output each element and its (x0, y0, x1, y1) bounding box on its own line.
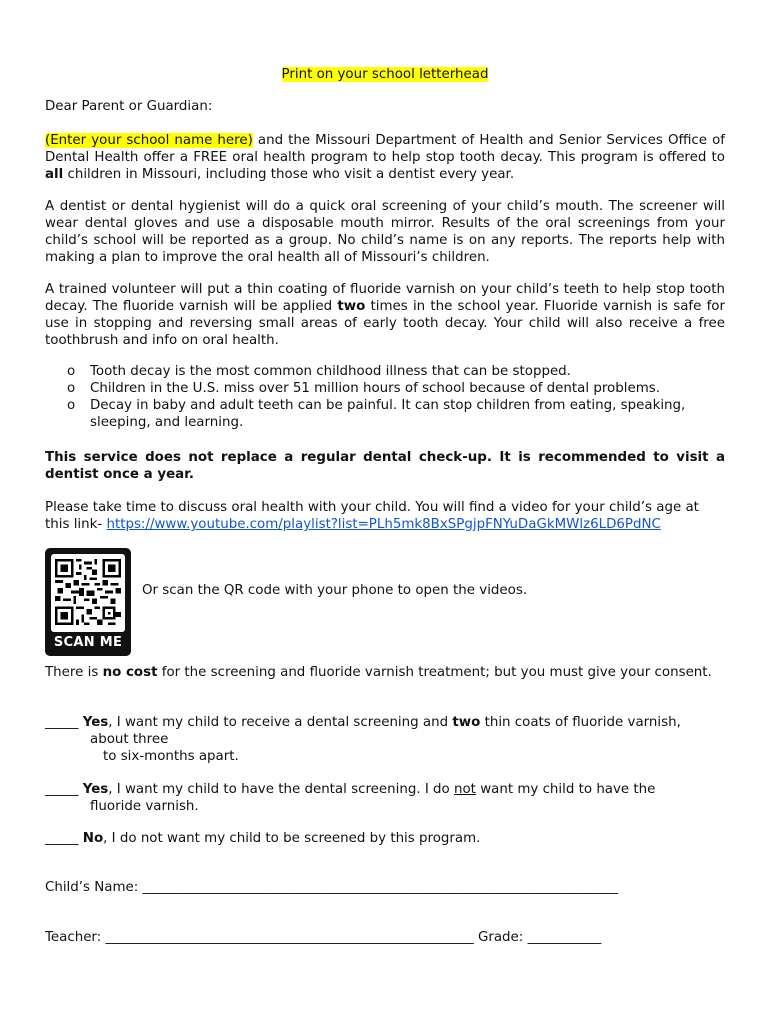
option-bold-yes: Yes (82, 715, 109, 730)
varnish-text-b: times in the school year. Fluoride varnish is safe for use in stopping and reversing small areas of early tooth decay. Your child will also receive a free toothbrush and info on oral health. (45, 299, 725, 348)
cost-text-b: for the screening and fluoride varnish treatment; but you must give your consent. (157, 665, 712, 680)
bullet-text: Decay in baby and adult teeth can be painful. It can stop children from eating, speaking, sleeping, and learning. (90, 398, 686, 430)
bullet-text: Children in the U.S. miss over 51 million hours of school because of dental problems. (90, 381, 660, 396)
list-item (67, 380, 727, 397)
qr-code (45, 548, 131, 656)
cost-paragraph (45, 664, 725, 681)
qr-scan-label: SCAN ME (53, 635, 123, 650)
video-paragraph (45, 499, 725, 533)
youtube-playlist-link[interactable]: https://www.youtube.com/playlist?list=PLh5mk8BxSPgjpFNYuDaGkMWlz6LD6PdNC (106, 517, 661, 532)
checkup-notice (45, 449, 725, 483)
option-text-a: , I do not want my child to be screened by this program. (103, 831, 481, 846)
option-text-a: , I want my child to receive a dental screening and (108, 715, 453, 730)
cost-bold: no cost (102, 665, 158, 680)
intro-paragraph (45, 132, 725, 183)
option-bold-two: two (452, 715, 481, 730)
option-line (45, 714, 725, 731)
option-text-a: , I want my child to have the dental screening. I do (108, 782, 454, 797)
bullet-marker: o (67, 364, 76, 379)
checkup-notice-bold: This service does not replace a regular dental check-up. It is recommended to visit a dentist once a year. (45, 450, 725, 482)
option-bold-no: No (82, 831, 104, 846)
varnish-text-a: A trained volunteer will put a thin coating of fluoride varnish on your child’s teeth to help stop tooth decay. The fluoride varnish will be applied (45, 282, 725, 314)
option-continuation: fluoride varnish. (90, 799, 199, 814)
option-underline-not: not (454, 782, 476, 797)
letterhead-highlight: Print on your school letterhead (281, 67, 489, 82)
option-bold-yes: Yes (82, 782, 109, 797)
option-continuation: to six-months apart. (103, 749, 239, 764)
qr-code-pattern (54, 559, 122, 625)
option-no-screening (45, 830, 725, 847)
intro-text-b: children in Missouri, including those who visit a dentist every year. (63, 167, 515, 182)
greeting: Dear Parent or Guardian: (45, 99, 213, 114)
consent-blank[interactable]: _____ (45, 831, 83, 846)
screening-paragraph: A dentist or dental hygienist will do a quick oral screening of your child’s mouth. The screener will wear dental gloves and use a disposable mouth mirror. Results of the oral screenings from your child’s school will be reported as a group. No child’s name is on any reports. The reports help with making a plan to improve the oral health all of Missouri’s children. (45, 199, 725, 265)
intro-bold-all: all (45, 167, 64, 182)
varnish-paragraph (45, 281, 725, 349)
child-name-field[interactable]: Child’s Name: _______________________________________________________________________ (45, 880, 618, 895)
bullet-marker: o (67, 381, 76, 396)
varnish-bold-two: two (337, 299, 366, 314)
option-line (45, 781, 725, 798)
intro-text-a: and the Missouri Department of Health and Senior Services Office of Dental Health offer a FREE oral health program to help stop tooth decay. This program is offered to (45, 133, 725, 165)
consent-blank[interactable]: _____ (45, 782, 83, 797)
option-screening-only (45, 781, 725, 815)
school-name-placeholder: (Enter your school name here) (45, 133, 253, 148)
letterhead-note (0, 66, 770, 83)
list-item (67, 397, 727, 431)
option-screening-and-varnish (45, 714, 725, 765)
option-continuation: about three (90, 732, 169, 747)
qr-caption: Or scan the QR code with your phone to open the videos. (142, 583, 528, 598)
bullet-text: Tooth decay is the most common childhood illness that can be stopped. (90, 364, 571, 379)
option-text-b: want my child to have the (475, 782, 656, 797)
consent-blank[interactable]: _____ (45, 715, 83, 730)
teacher-grade-field[interactable]: Teacher: _______________________________________________________ Grade: ___________ (45, 930, 602, 945)
option-text-b: thin coats of fluoride varnish, (480, 715, 681, 730)
facts-list (67, 363, 727, 431)
cost-text-a: There is (45, 665, 103, 680)
list-item (67, 363, 727, 380)
video-text: Please take time to discuss oral health with your child. You will find a video for your child’s age at this link- (45, 500, 699, 532)
bullet-marker: o (67, 398, 76, 413)
